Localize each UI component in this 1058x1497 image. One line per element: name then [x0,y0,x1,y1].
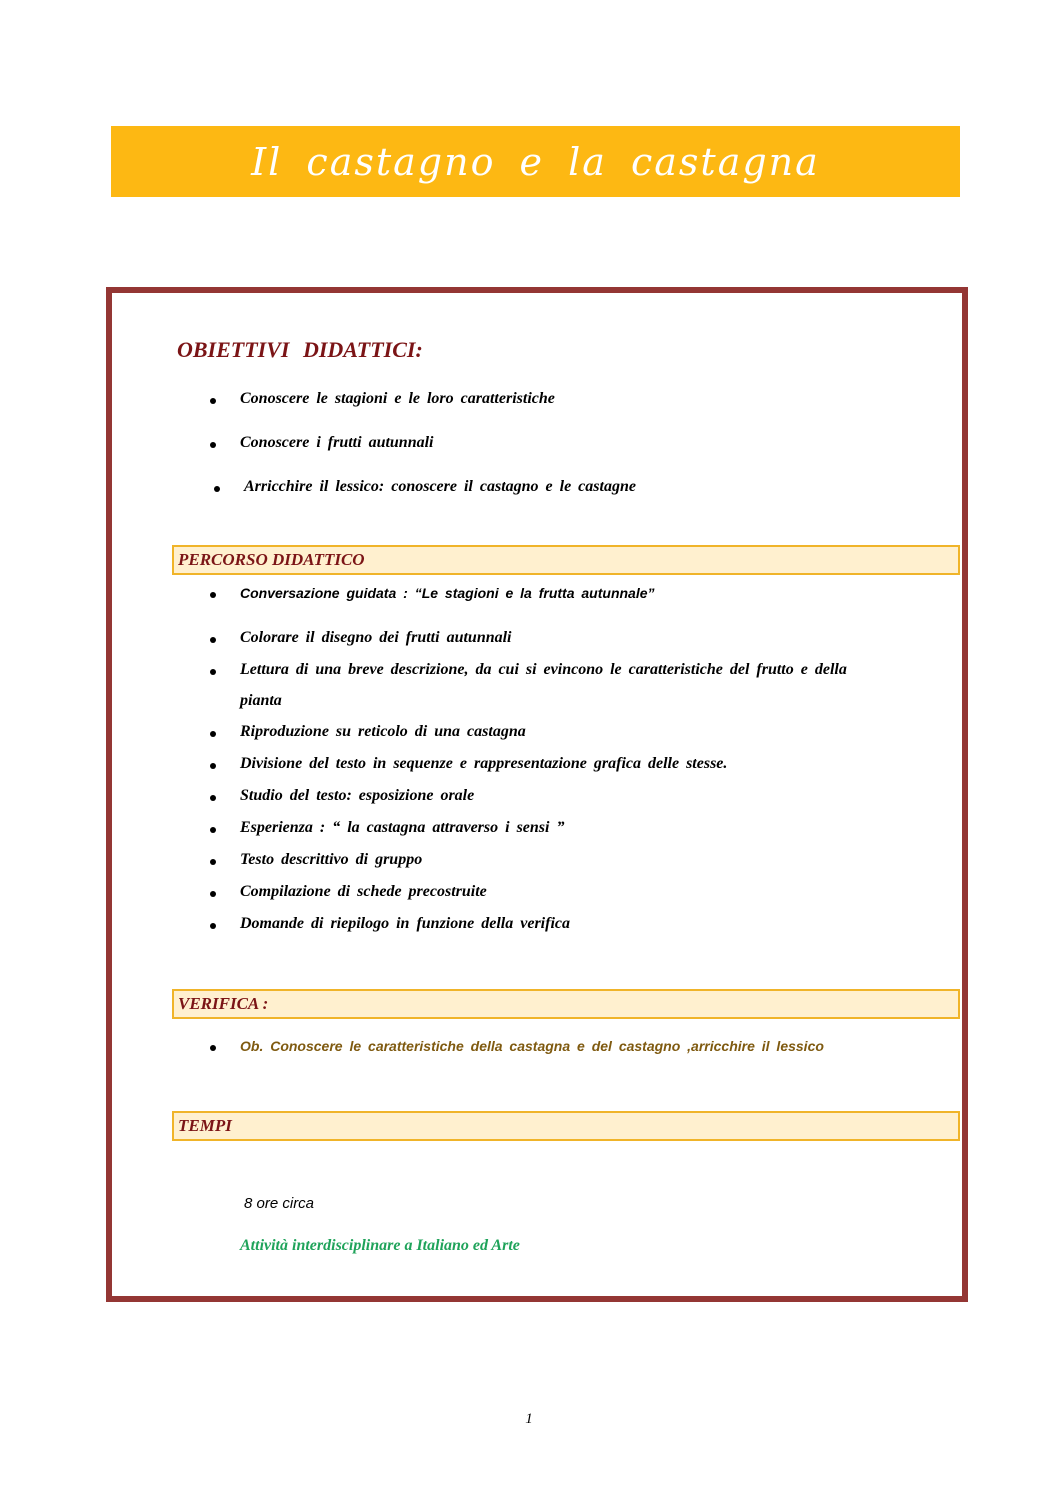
title-banner [111,126,960,197]
list-item: Lettura di una breve descrizione, da cui si evincono le caratteristiche del frutto e della [240,661,847,678]
list-item-continuation: pianta [240,692,282,709]
list-item: Domande di riepilogo in funzione della verifica [240,915,570,932]
list-item: Compilazione di schede precostruite [240,883,487,900]
section-percorso [172,545,960,575]
bullet-icon [210,795,216,801]
bullet-icon [210,763,216,769]
list-item: Testo descrittivo di gruppo [240,851,423,868]
interdisciplinary-note: Attività interdisciplinare a Italiano ed Arte [240,1237,520,1254]
bullet-icon [210,731,216,737]
bullet-icon [210,398,216,404]
section-tempi [172,1111,960,1141]
list-item: Conoscere i frutti autunnali [240,434,434,451]
section-heading: VERIFICA : [178,994,269,1013]
list-item: Arricchire il lessico: conoscere il castagno e le castagne [244,478,636,495]
list-item: Riproduzione su reticolo di una castagna [240,723,526,740]
bullet-icon [210,859,216,865]
content-frame [106,287,968,1302]
list-item: Conversazione guidata : “Le stagioni e la frutta autunnale” [240,585,655,601]
bullet-icon [210,923,216,929]
list-item: Esperienza : “ la castagna attraverso i sensi ” [240,819,565,836]
list-item: Colorare il disegno dei frutti autunnali [240,629,512,646]
bullet-icon [210,891,216,897]
bullet-icon [210,442,216,448]
bullet-icon [210,827,216,833]
page-number: 1 [525,1411,533,1427]
list-item: Ob. Conoscere le caratteristiche della castagna e del castagno ,arricchire il lessico [240,1038,824,1054]
bullet-icon [214,486,220,492]
list-item: Conoscere le stagioni e le loro caratteristiche [240,390,555,407]
section-heading: TEMPI [178,1116,232,1135]
bullet-icon [210,637,216,643]
bullet-icon [210,1045,216,1051]
section-verifica [172,989,960,1019]
section-heading: PERCORSO DIDATTICO [178,550,365,569]
list-item: Studio del testo: esposizione orale [240,787,475,804]
objectives-heading: OBIETTIVI DIDATTICI: [177,337,423,362]
document-title: Il castagno e la castagna [251,139,820,184]
bullet-icon [210,592,216,598]
bullet-icon [210,669,216,675]
duration-text: 8 ore circa [244,1195,315,1212]
list-item: Divisione del testo in sequenze e rappresentazione grafica delle stesse. [240,755,728,772]
